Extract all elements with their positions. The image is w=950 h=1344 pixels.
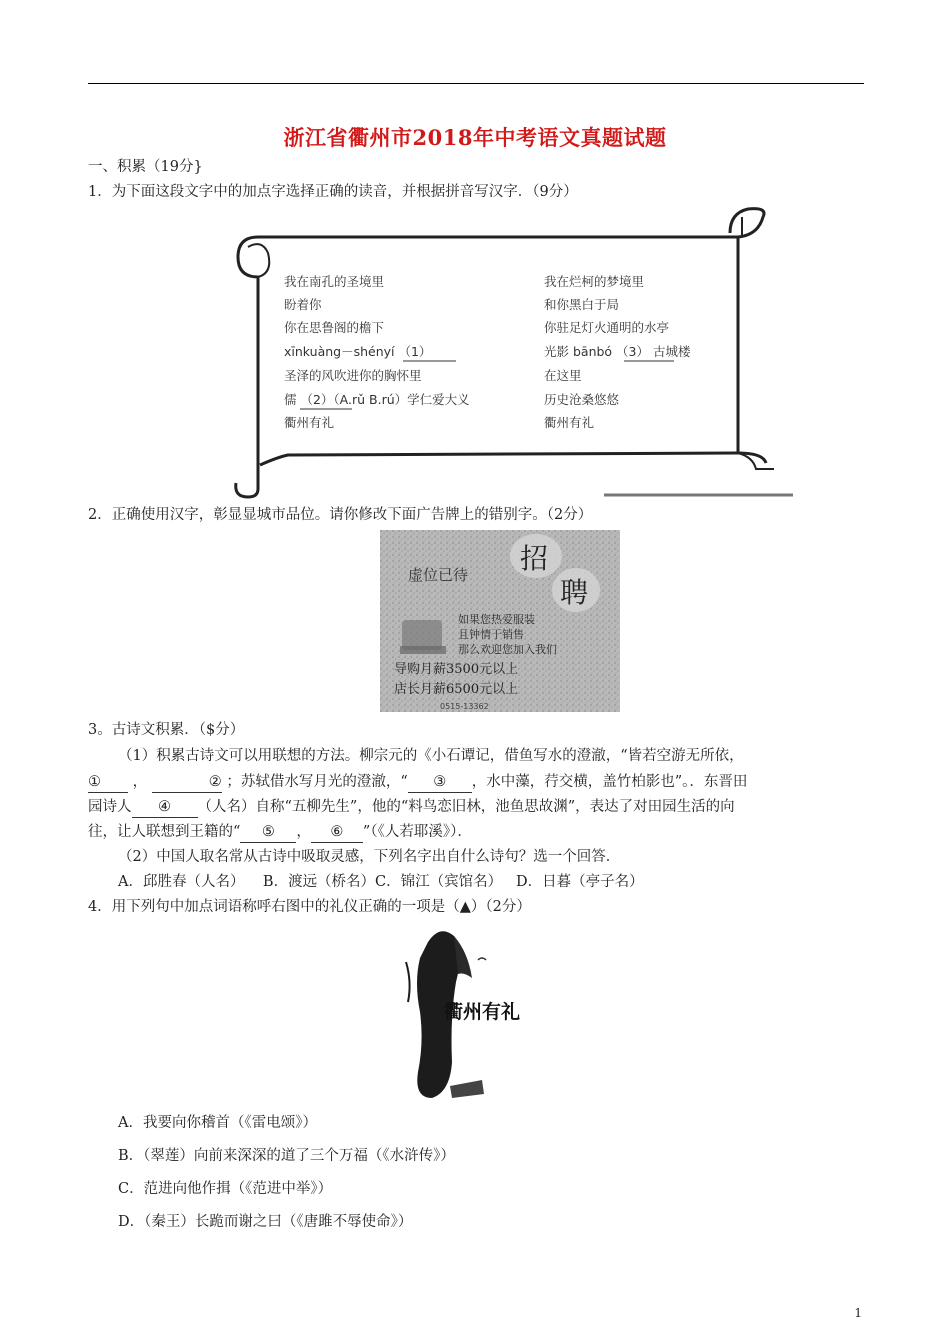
scroll-right-line-4: 光影 bānbó （3） 古城楼 [544, 344, 691, 359]
question-3-part1-line4: 往，让人联想到王籍的“ ⑤ ， ⑥ ”（《人若耶溪》）． [88, 822, 472, 843]
blank-3[interactable]: ③ [408, 772, 472, 793]
sign-char-pin: 聘 [560, 576, 589, 609]
recruitment-sign-photo [380, 530, 620, 712]
sign-line-3: 那么欢迎您加入我们 [458, 643, 557, 656]
header-rule [88, 83, 864, 84]
text-segment: 园诗人 [88, 799, 132, 815]
scroll-left-line-5: 圣泽的风吹进你的胸怀里 [284, 368, 422, 383]
scroll-figure [218, 207, 793, 499]
section-heading: 一、积累（19分} [88, 159, 203, 175]
question-3-stem: 3。古诗文积累．（$分） [88, 722, 245, 738]
question-3-part1-line1: （1）积累古诗文可以用联想的方法。柳宗元的《小石谭记，借鱼写水的澄澈，“皆若空游无所依， [118, 748, 744, 764]
text-segment: ，水中藻，荇交横，盖竹柏影也”。．东晋田 [471, 774, 748, 790]
scroll-left-line-4: xīnkuàng－shényí （1） [284, 344, 432, 359]
scroll-right-line-2: 和你黑白于局 [544, 297, 620, 312]
scroll-right-line-5: 在这里 [544, 368, 582, 383]
question-3-part1-line3 [88, 797, 735, 818]
quzhou-etiquette-logo [398, 922, 562, 1104]
option-b: B．（翠莲）向前来深深的道了三个万福（《水浒传》） [118, 1148, 455, 1164]
text-segment: ；苏轼借水写月光的澄澈，“ [226, 774, 408, 790]
blank-4[interactable]: ④ [132, 797, 198, 818]
sign-char-zhao: 招 [520, 542, 549, 575]
sign-line-2: 且钟情于销售 [458, 628, 524, 641]
scroll-left-line-3: 你在思鲁阁的檐下 [284, 320, 385, 335]
scroll-right-line-6: 历史沧桑悠悠 [544, 392, 620, 407]
question-4-stem: 4．用下列句中加点词语称呼右图中的礼仪正确的一项是（▲）（2分） [88, 899, 531, 915]
scroll-left-line-7: 衢州有礼 [284, 415, 335, 430]
scroll-left-line-1: 我在南孔的圣境里 [284, 274, 385, 289]
sign-line-1: 如果您热爱服装 [458, 613, 535, 626]
option-a: A．我要向你稽首（《雷电颂》） [118, 1115, 317, 1131]
question-3-part1-line2: ① ， ② ；苏轼借水写月光的澄澈，“ ③ ，水中藻，荇交横，盖竹柏影也”。．东晋田 [88, 772, 747, 793]
blank-6[interactable]: ⑥ [311, 822, 363, 843]
sign-sofa-graphic [402, 620, 442, 650]
logo-text: 衢州有礼 [444, 1001, 521, 1023]
blank-2[interactable]: ② [152, 772, 222, 793]
sign-line-6: 0515-13362 [440, 702, 489, 711]
question-3-options: A．邱胜春（人名） B．渡远（桥名）C．锦江（宾馆名） D．日暮（亭子名） [118, 874, 644, 890]
option-d: D．（秦王）长跪而谢之曰（《唐雎不辱使命》） [118, 1214, 413, 1230]
scroll-left-line-2: 盼着你 [284, 297, 322, 312]
option-c: C．范进向他作揖（《范进中举》） [118, 1181, 333, 1197]
sign-line-5: 店长月薪6500元以上 [394, 682, 519, 697]
blank-1[interactable]: ① [88, 772, 128, 793]
question-2-stem: 2．正确使用汉字，彰显显城市品位。请你修改下面广告牌上的错别字。（2分） [88, 507, 593, 523]
sign-line-4: 导购月薪3500元以上 [394, 662, 519, 677]
text-segment: 往，让人联想到王籍的“ [88, 824, 241, 840]
question-3-part2: （2）中国人取名常从古诗中吸取灵感，下列名字出自什么诗句？选一个回答． [118, 849, 621, 865]
question-1-stem: 1．为下面这段文字中的加点字选择正确的读音，并根据拼音写汉字．（9分） [88, 184, 578, 200]
text-segment: ”（《人若耶溪》）． [362, 824, 472, 840]
scroll-right-line-3: 你驻足灯火通明的水亭 [544, 320, 670, 335]
scroll-right-line-7: 衢州有礼 [544, 415, 595, 430]
page-number: 1 [854, 1306, 862, 1320]
page-title: 浙江省衢州市2018年中考语文真题试题 [283, 125, 667, 150]
scroll-left-line-6: 儒 （2）（A.rǔ B.rú）学仁爱大义 [284, 392, 470, 407]
text-segment: （人名）自称“五柳先生”，他的“料鸟恋旧林，池鱼思故渊”，表达了对田园生活的向 [197, 799, 735, 815]
scroll-right-line-1: 我在烂柯的梦境里 [544, 274, 645, 289]
sign-headline: 虚位已待 [408, 566, 469, 584]
blank-5[interactable]: ⑤ [240, 822, 296, 843]
